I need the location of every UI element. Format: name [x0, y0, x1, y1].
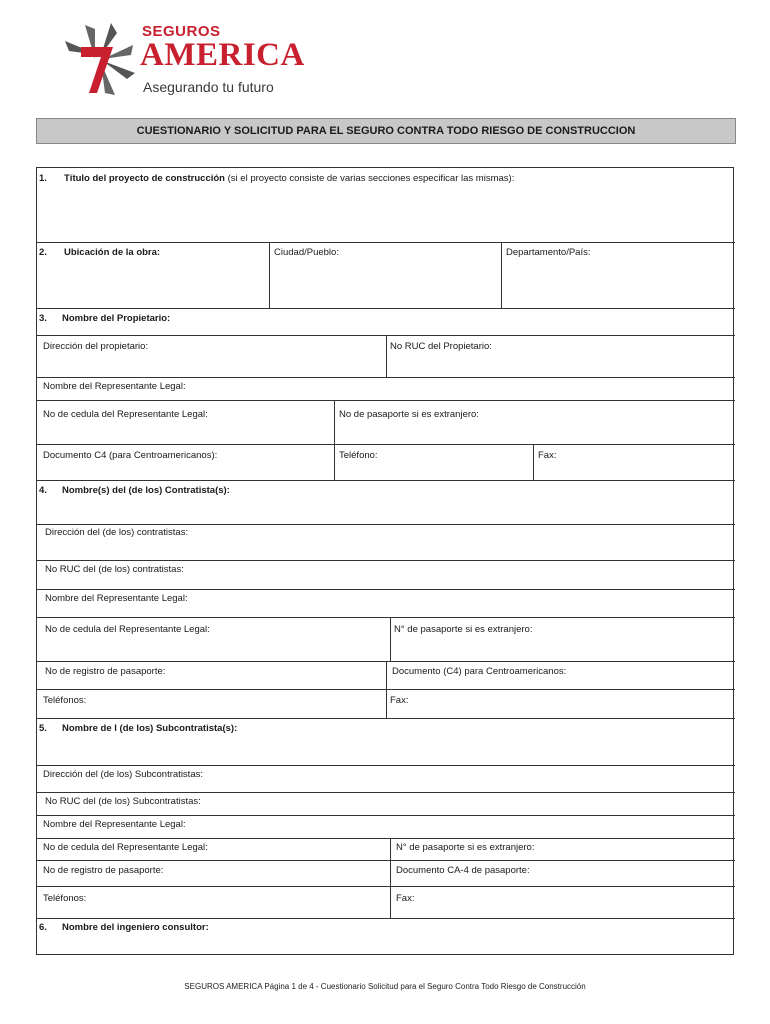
divider — [37, 838, 735, 839]
subcontractor-rep-id-field[interactable]: No de cedula del Representante Legal: — [43, 842, 208, 853]
divider — [37, 589, 735, 590]
contractor-phones-field[interactable]: Teléfonos: — [43, 695, 87, 706]
city-field[interactable]: Ciudad/Pueblo: — [274, 247, 339, 258]
section-3-number: 3. — [39, 313, 47, 324]
section-2-number: 2. — [39, 247, 47, 258]
owner-legal-rep-field[interactable]: Nombre del Representante Legal: — [43, 381, 186, 392]
divider — [37, 765, 735, 766]
logo-seguros-text: SEGUROS — [142, 23, 221, 40]
contractor-c4-field[interactable]: Documento (C4) para Centroamericanos: — [392, 666, 567, 677]
location-label: Ubicación de la obra: — [64, 247, 161, 258]
questionnaire-form — [36, 167, 734, 955]
contractor-legal-rep-field[interactable]: Nombre del Representante Legal: — [45, 593, 188, 604]
owner-name-label: Nombre del Propietario: — [62, 313, 171, 324]
divider — [37, 918, 735, 919]
divider — [37, 242, 735, 243]
owner-phone-field[interactable]: Teléfono: — [339, 450, 378, 461]
divider — [533, 444, 534, 480]
divider — [37, 792, 735, 793]
owner-c4-field[interactable]: Documento C4 (para Centroamericanos): — [43, 450, 218, 461]
subcontractor-ruc-field[interactable]: No RUC del (de los) Subcontratistas: — [45, 796, 201, 807]
logo-america-text: AMERICA — [140, 37, 305, 73]
consulting-engineer-label: Nombre del ingeniero consultor: — [62, 922, 209, 933]
contractor-ruc-field[interactable]: No RUC del (de los) contratistas: — [45, 564, 184, 575]
subcontractor-ca4-field[interactable]: Documento CA-4 de pasaporte: — [396, 865, 530, 876]
divider — [37, 480, 735, 481]
section-1-number: 1. — [39, 173, 47, 184]
subcontractor-fax-field[interactable]: Fax: — [396, 893, 415, 904]
department-country-field[interactable]: Departamento/País: — [506, 247, 591, 258]
page-footer: SEGUROS AMERICA Página 1 de 4 - Cuestionario Solicitud para el Seguro Contra Todo Riesgo de Construcción — [184, 982, 586, 991]
divider — [390, 838, 391, 918]
owner-address-field[interactable]: Dirección del propietario: — [43, 341, 149, 352]
subcontractor-passport-field[interactable]: N° de pasaporte si es extranjero: — [396, 842, 535, 853]
divider — [37, 377, 735, 378]
divider — [37, 689, 735, 690]
subcontractor-legal-rep-field[interactable]: Nombre del Representante Legal: — [43, 819, 186, 830]
owner-ruc-field[interactable]: No RUC del Propietario: — [390, 341, 492, 352]
section-4-number: 4. — [39, 485, 47, 496]
contractor-rep-id-field[interactable]: No de cedula del Representante Legal: — [45, 624, 210, 635]
subcontractor-phones-field[interactable]: Teléfonos: — [43, 893, 87, 904]
owner-fax-field[interactable]: Fax: — [538, 450, 557, 461]
project-title-note: (si el proyecto consiste de varias secciones especificar las mismas): — [225, 173, 515, 184]
divider — [334, 400, 335, 480]
section-6-number: 6. — [39, 922, 47, 933]
owner-passport-field[interactable]: No de pasaporte si es extranjero: — [339, 409, 479, 420]
divider — [269, 242, 270, 308]
divider — [386, 335, 387, 377]
divider — [37, 560, 735, 561]
divider — [37, 617, 735, 618]
project-title-field[interactable] — [64, 173, 514, 184]
contractor-name-label: Nombre(s) del (de los) Contratista(s): — [62, 485, 230, 496]
contractor-passport-registry-field[interactable]: No de registro de pasaporte: — [45, 666, 166, 677]
divider — [37, 524, 735, 525]
owner-rep-id-field[interactable]: No de cedula del Representante Legal: — [43, 409, 208, 420]
subcontractor-name-label: Nombre de l (de los) Subcontratista(s): — [62, 723, 238, 734]
divider — [37, 718, 735, 719]
divider — [37, 444, 735, 445]
contractor-fax-field[interactable]: Fax: — [390, 695, 409, 706]
logo-star-icon — [58, 18, 140, 100]
divider — [501, 242, 502, 308]
project-title-label: Título del proyecto de construcción — [64, 173, 225, 184]
contractor-passport-field[interactable]: N° de pasaporte si es extranjero: — [394, 624, 533, 635]
divider — [37, 860, 735, 861]
divider — [37, 815, 735, 816]
section-5-number: 5. — [39, 723, 47, 734]
form-title: CUESTIONARIO Y SOLICITUD PARA EL SEGURO CONTRA TODO RIESGO DE CONSTRUCCION — [36, 118, 736, 144]
divider — [37, 308, 735, 309]
divider — [37, 400, 735, 401]
divider — [37, 886, 735, 887]
contractor-address-field[interactable]: Dirección del (de los) contratistas: — [45, 527, 189, 538]
logo-tagline: Asegurando tu futuro — [143, 79, 274, 95]
company-logo — [58, 18, 328, 102]
subcontractor-passport-registry-field[interactable]: No de registro de pasaporte: — [43, 865, 164, 876]
subcontractor-address-field[interactable]: Dirección del (de los) Subcontratistas: — [43, 769, 203, 780]
divider — [390, 617, 391, 661]
